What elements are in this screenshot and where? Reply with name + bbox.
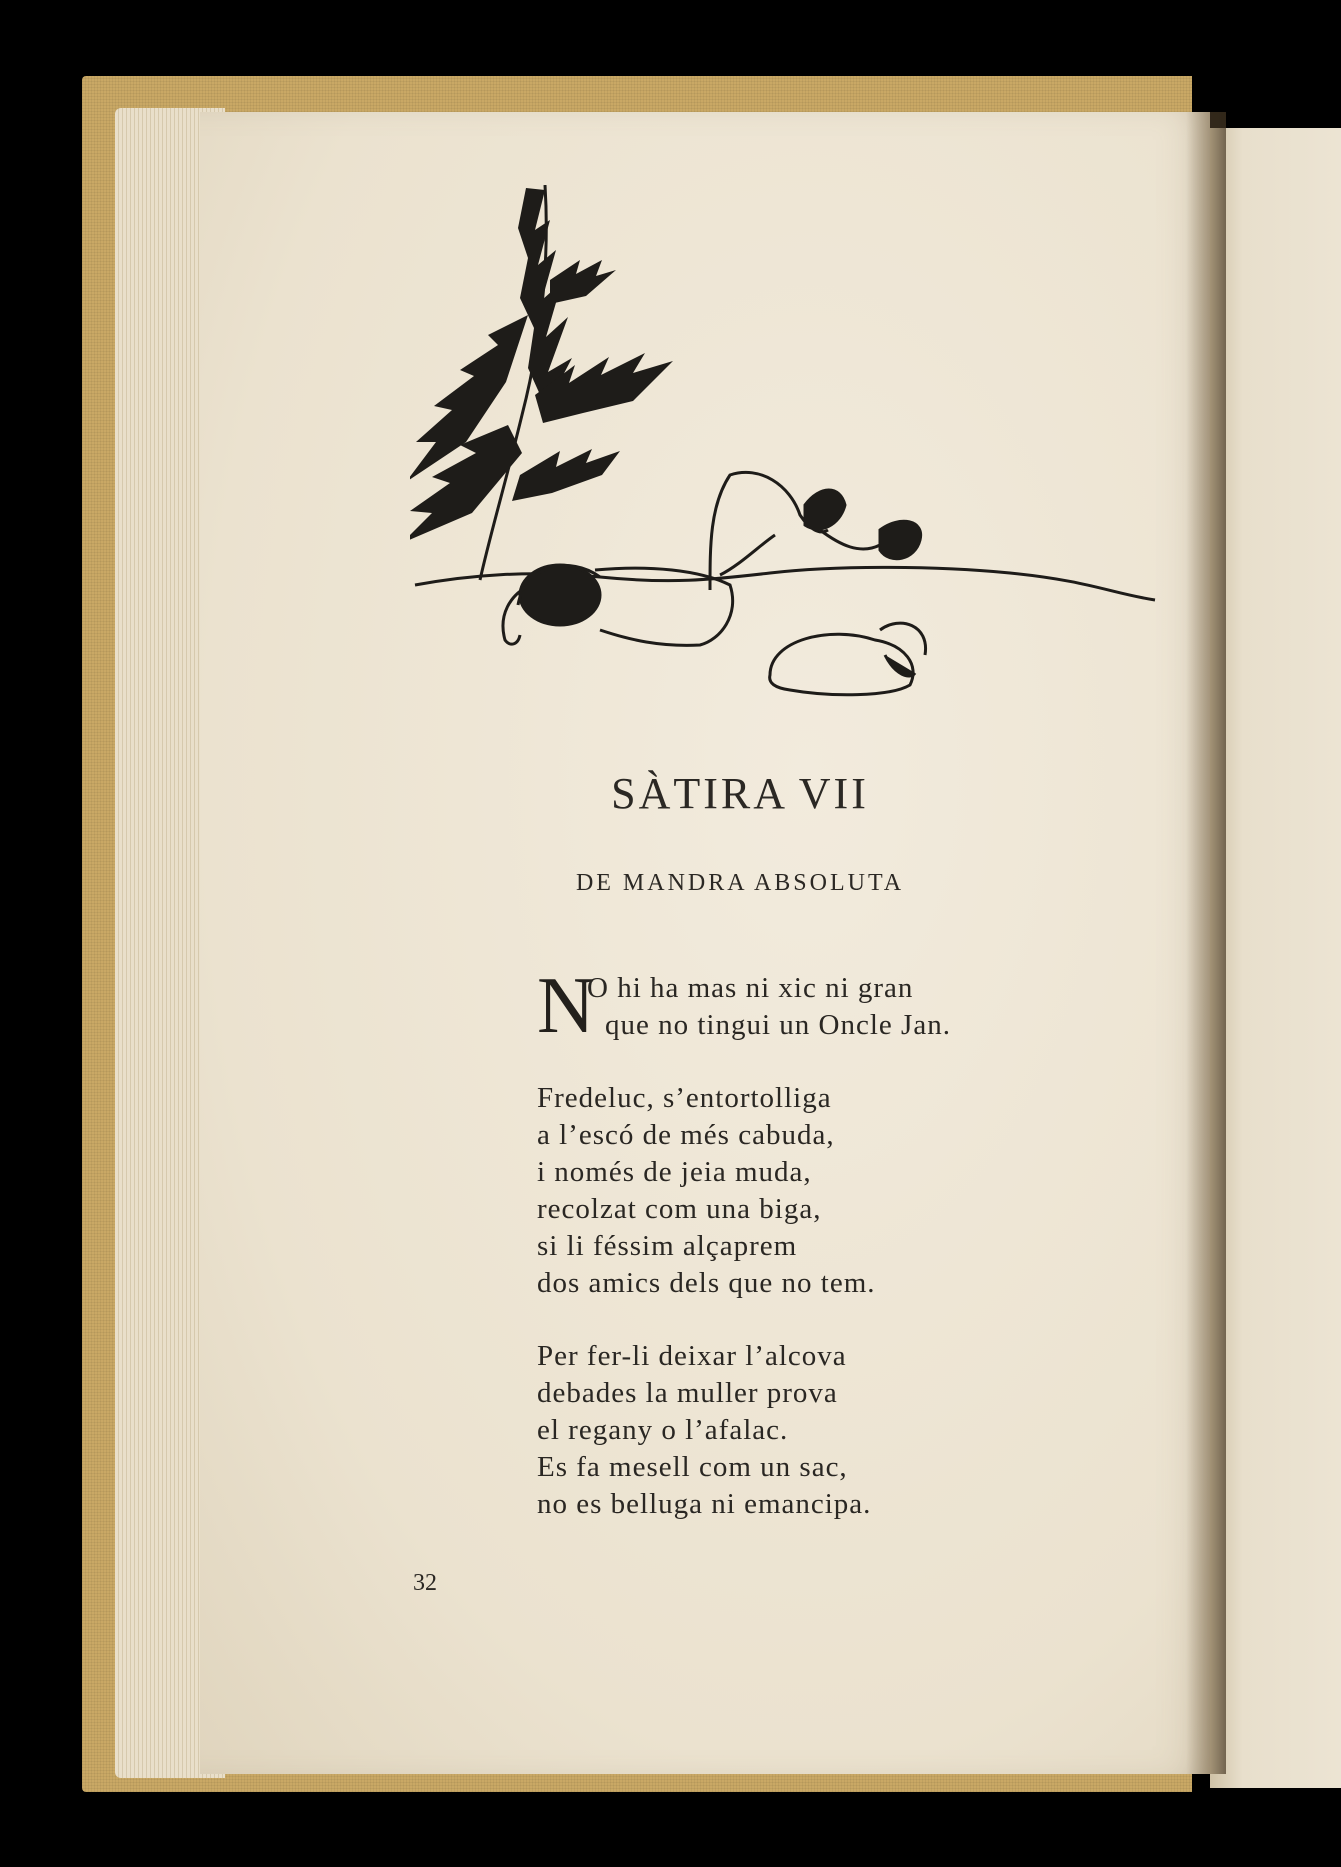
sleeping-dog bbox=[770, 623, 926, 695]
poem-line: dos amics dels que no tem. bbox=[537, 1267, 876, 1299]
drop-cap: N bbox=[537, 962, 596, 1050]
poem-line: Fredeluc, s’entortolliga bbox=[537, 1082, 832, 1114]
page-number: 32 bbox=[413, 1570, 437, 1596]
right-page bbox=[1210, 128, 1341, 1788]
poem-title: SÀTIRA VII bbox=[611, 769, 869, 818]
poem-line: recolzat com una biga, bbox=[537, 1193, 822, 1225]
pine-branch-and-sleeping-man-with-dog-illustration bbox=[410, 185, 1170, 725]
poem-line: O hi ha mas ni xic ni gran bbox=[587, 972, 914, 1004]
stanza bbox=[537, 1338, 1137, 1523]
poem-line: a l’escó de més cabuda, bbox=[537, 1119, 835, 1151]
poem-line: Per fer-li deixar l’alcova bbox=[537, 1340, 847, 1372]
poem-line: que no tingui un Oncle Jan. bbox=[605, 1009, 951, 1041]
poem-line: debades la muller prova bbox=[537, 1377, 838, 1409]
poem-body bbox=[537, 962, 1137, 1559]
poem-line: el regany o l’afalac. bbox=[537, 1414, 789, 1446]
poem-line: si li féssim alçaprem bbox=[537, 1230, 798, 1262]
pine-foliage bbox=[410, 188, 673, 543]
poem-line: Es fa mesell com un sac, bbox=[537, 1451, 848, 1483]
stanza bbox=[537, 1080, 1137, 1302]
book-gutter-shadow bbox=[1186, 112, 1226, 1774]
sleeping-man bbox=[503, 472, 921, 645]
poem-line: no es belluga ni emancipa. bbox=[537, 1488, 872, 1520]
poem-subtitle: DE MANDRA ABSOLUTA bbox=[575, 870, 905, 896]
opening-stanza bbox=[537, 962, 1137, 1050]
poem-line: i només de jeia muda, bbox=[537, 1156, 812, 1188]
